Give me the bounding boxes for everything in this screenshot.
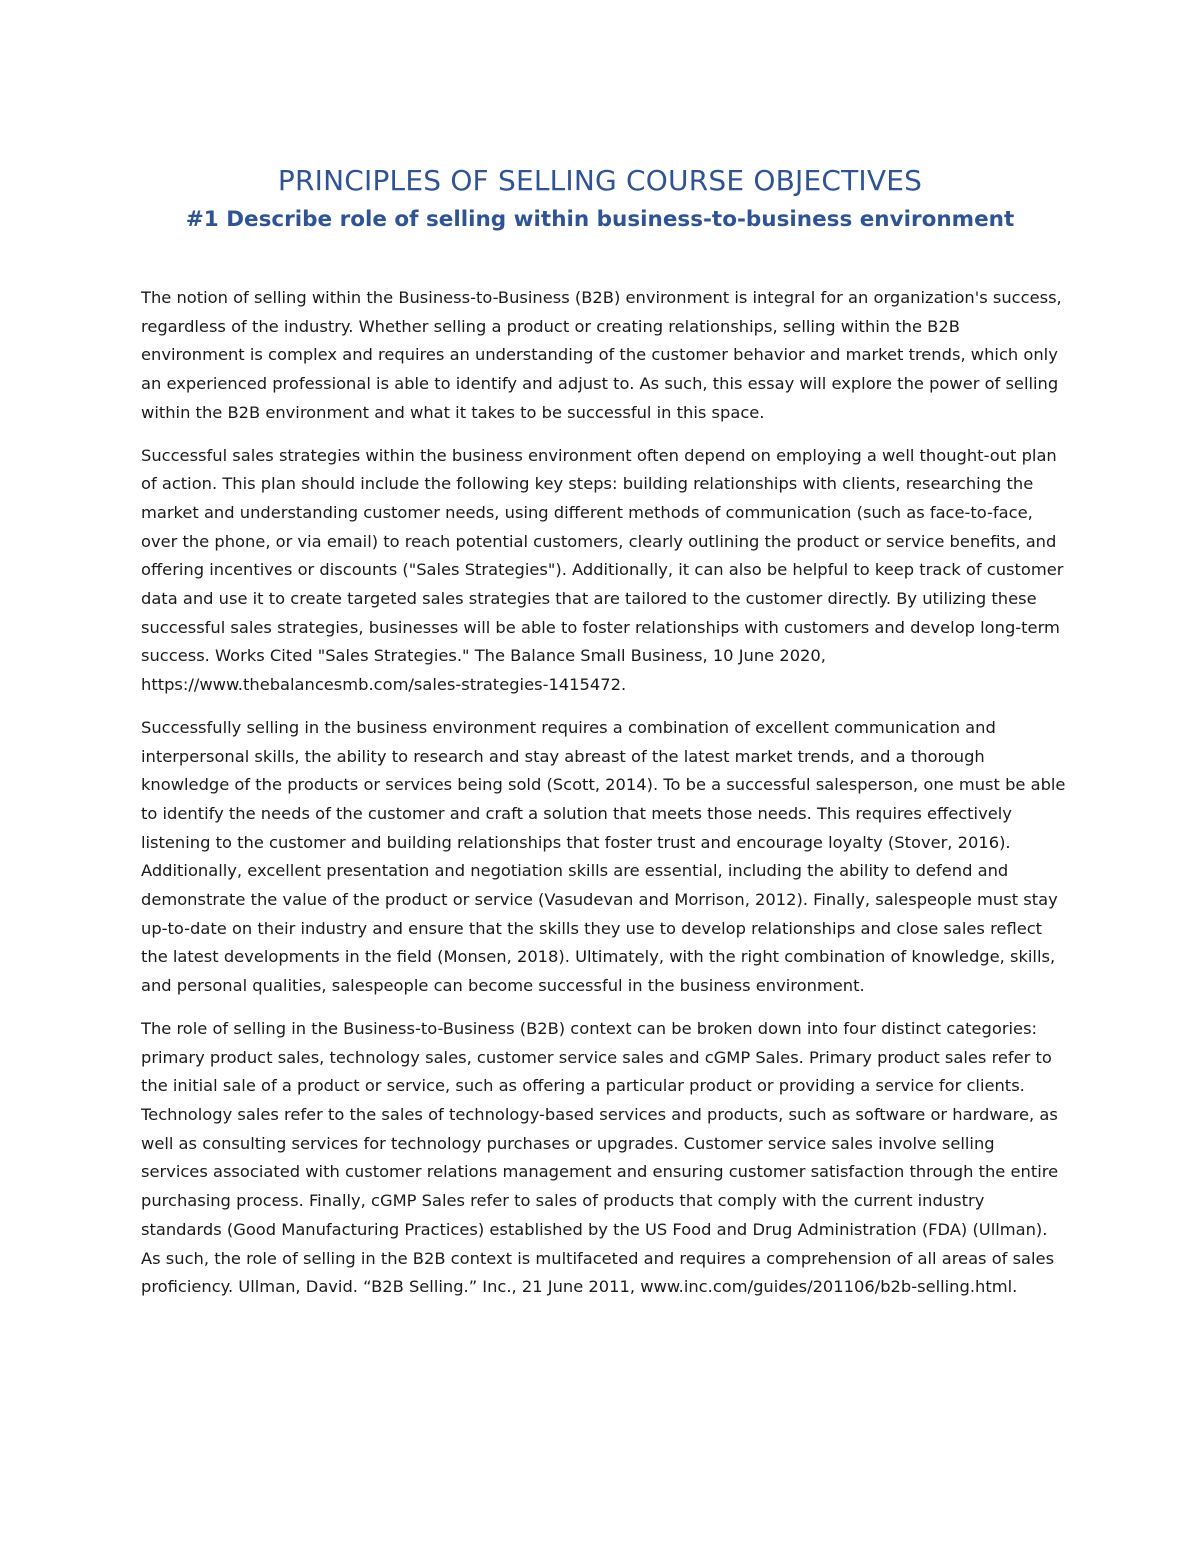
paragraph-introduction: The notion of selling within the Business-to-Business (B2B) environment is integral for an organization's success, regardless of the industry. Whether selling a product or creating relationships, selling within the B2B environment is complex and requires an understanding of the customer behavior and market trends, which only an experienced professional is able to identify and adjust to. As such, this essay will explore the power of selling within the B2B environment and what it takes to be successful in this space. — [141, 288, 1062, 422]
document-title: PRINCIPLES OF SELLING COURSE OBJECTIVES — [277, 164, 923, 197]
paragraph-sales-strategies: Successful sales strategies within the business environment often depend on employing a well thought-out plan of action. This plan should include the following key steps: building relationships with clients, researching the market and understanding customer needs, using different methods of communication (such as face-to-face, over the phone, or via email) to reach potential customers, clearly outlining the product or service benefits, and offering incentives or discounts ("Sales Strategies"). Additionally, it can also be helpful to keep track of customer data and use it to create targeted sales strategies that are tailored to the customer directly. By utilizing these successful sales strategies, businesses will be able to foster relationships with customers and develop long-term success. Works Cited "Sales Strategies." The Balance Small Business, 10 June 2020, https://www.thebalancesmb.com/sales-strategies-1415472. — [141, 445, 1064, 695]
paragraph-role-of-selling: The role of selling in the Business-to-Business (B2B) context can be broken down into four distinct categories: primary product sales, technology sales, customer service sales and cGMP Sales. Primary product sales refer to the initial sale of a product or service, such as offering a particular product or providing a service for clients. Technology sales refer to the sales of technology-based services and products, such as software or hardware, as well as consulting services for technology purchases or upgrades. Customer service sales involve selling services associated with customer relations management and ensuring customer satisfaction through the entire purchasing process. Finally, cGMP Sales refer to sales of products that comply with the current industry standards (Good Manufacturing Practices) established by the US Food and Drug Administration (FDA) (Ullman). As such, the role of selling in the B2B context is multifaceted and requires a comprehension of all areas of sales proficiency. Ullman, David. “B2B Selling.” Inc., 21 June 2011, www.inc.com/guides/201106/b2b-selling.html. — [141, 1018, 1059, 1297]
document-subtitle: #1 Describe role of selling within business-to-business environment — [185, 207, 1015, 232]
document-body — [141, 284, 1066, 1316]
paragraph-selling-skills: Successfully selling in the business environment requires a combination of excellent communication and interpersonal skills, the ability to research and stay abreast of the latest market trends, and a thorough knowledge of the products or services being sold (Scott, 2014). To be a successful salesperson, one must be able to identify the needs of the customer and craft a solution that meets those needs. This requires effectively listening to the customer and building relationships that foster trust and encourage loyalty (Stover, 2016). Additionally, excellent presentation and negotiation skills are essential, including the ability to defend and demonstrate the value of the product or service (Vasudevan and Morrison, 2012). Finally, salespeople must stay up-to-date on their industry and ensure that the skills they use to develop relationships and close sales reflect the latest developments in the field (Monsen, 2018). Ultimately, with the right combination of knowledge, skills, and personal qualities, salespeople can become successful in the business environment. — [141, 717, 1066, 996]
